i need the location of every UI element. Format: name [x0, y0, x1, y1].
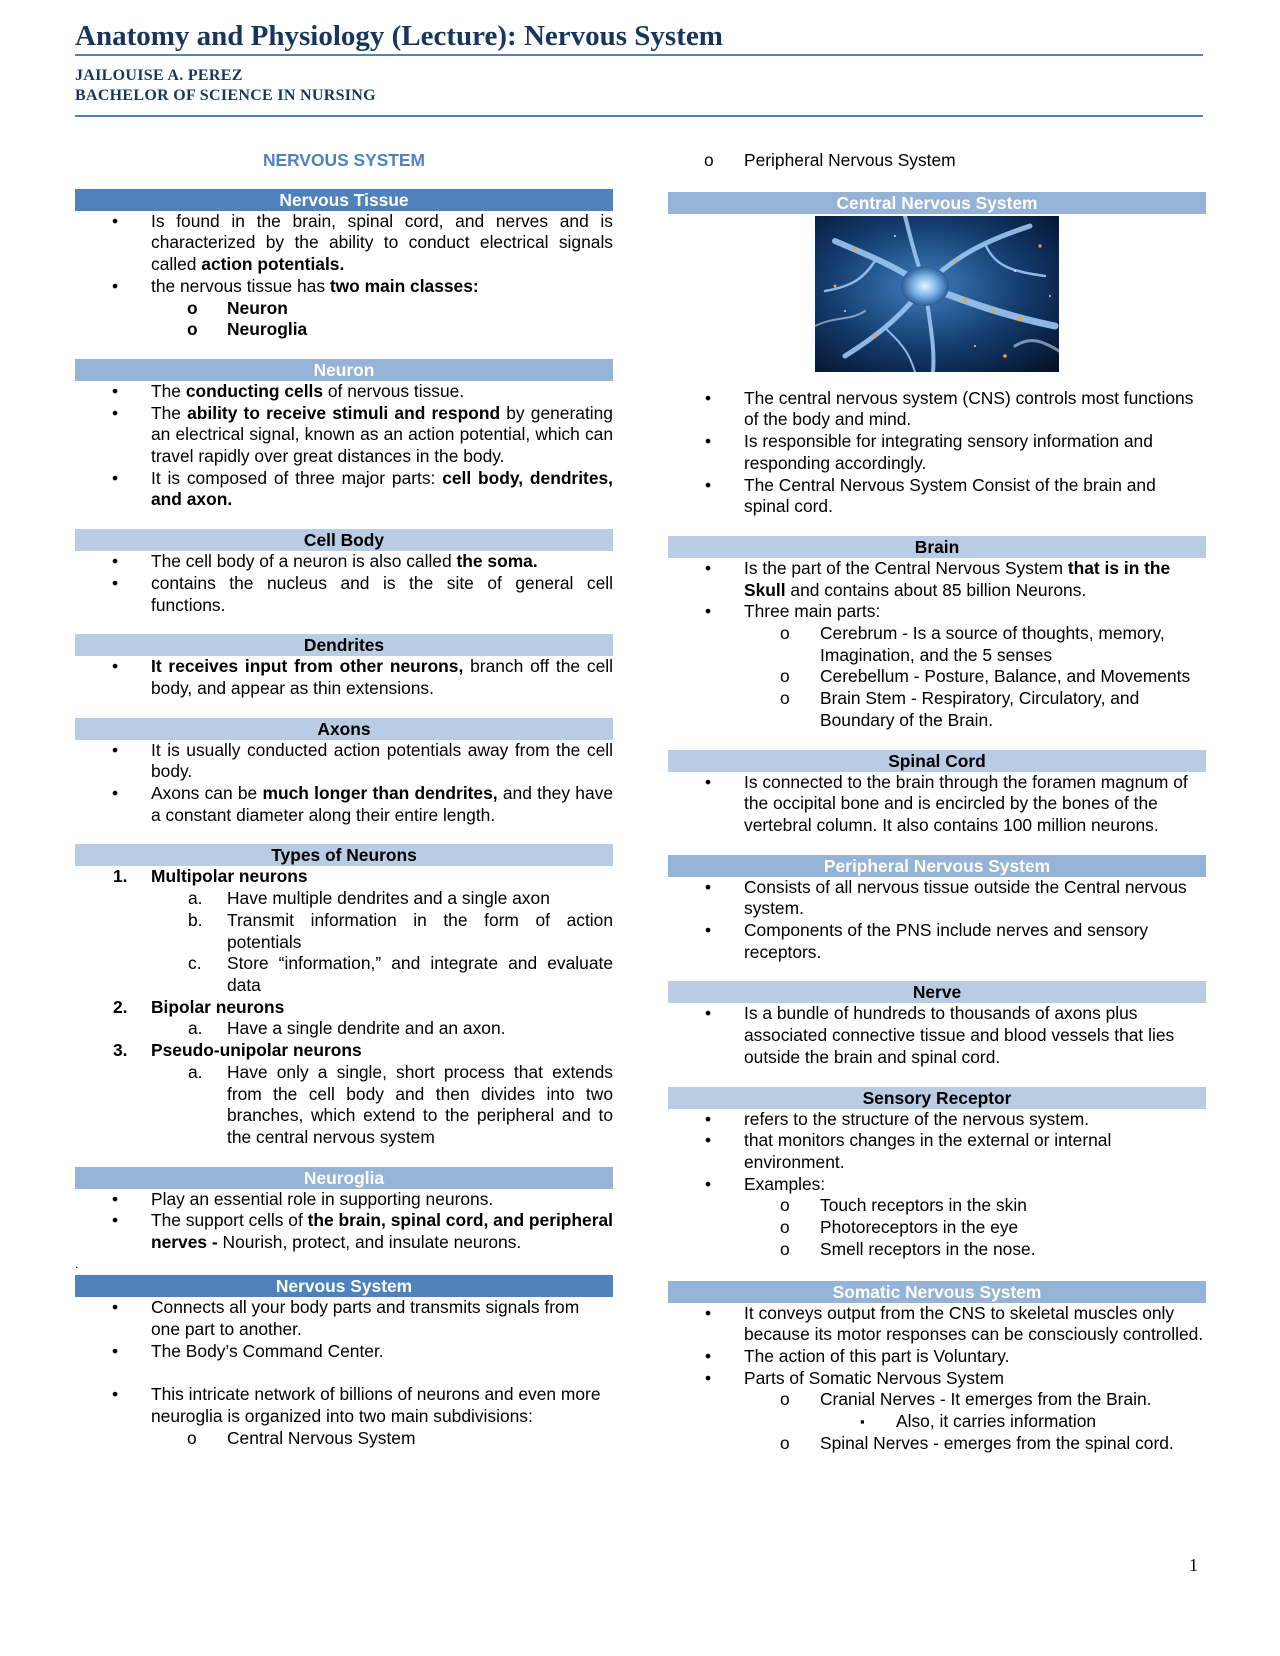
list-item: • It is composed of three major parts: cell body, dendrites, and axon.: [75, 468, 613, 511]
document-title: Anatomy and Physiology (Lecture): Nervous System: [75, 20, 723, 52]
list-item: • It receives input from other neurons, branch off the cell body, and appear as thin extensions.: [75, 656, 613, 699]
title-rule: [75, 54, 1203, 56]
list-item: o Peripheral Nervous System: [592, 150, 1206, 172]
heading-cell-body: Cell Body: [75, 529, 613, 551]
list-item: 3. Pseudo-unipolar neurons a. Have only a single, short process that extends from the cell body and then divides into two branches, which extend to the peripheral and to the central nervous system: [75, 1040, 613, 1149]
list-item: o Cranial Nerves - It emerges from the Brain. ▪ Also, it carries information: [668, 1389, 1206, 1432]
list-item: • Connects all your body parts and transmits signals from one part to another.: [75, 1297, 613, 1340]
dendrites-list: [75, 656, 613, 699]
list-item: • Axons can be much longer than dendrites, and they have a constant diameter along their entire length.: [75, 783, 613, 826]
list-item: • Is connected to the brain through the foramen magnum of the occipital bone and is encircled by the bones of the vertebral column. It also contains 100 million neurons.: [668, 772, 1206, 837]
list-item: o Neuroglia: [75, 319, 613, 341]
list-item: • The conducting cells of nervous tissue.: [75, 381, 613, 403]
cell-body-list: [75, 551, 613, 616]
cns-list: [668, 388, 1206, 518]
list-item: • The Body’s Command Center.: [75, 1341, 613, 1363]
list-item: a. Have a single dendrite and an axon.: [188, 1018, 506, 1039]
list-item: • Parts of Somatic Nervous System o Cranial Nerves - It emerges from the Brain. ▪ Also, it carries information o Spinal Nerves - emerges from the spinal cord.: [668, 1368, 1206, 1455]
list-item: • The ability to receive stimuli and respond by generating an electrical signal, known as an action potential, which can travel rapidly over great distances in the body.: [75, 403, 613, 468]
sub-list: [75, 298, 613, 341]
list-item: • Is found in the brain, spinal cord, and nerves and is characterized by the ability to conduct electrical signals called action potentials.: [75, 211, 613, 276]
list-item: • Examples: o Touch receptors in the skin o Photoreceptors in the eye o Smell receptors in the nose.: [668, 1174, 1206, 1261]
neuroglia-list: [75, 1189, 613, 1254]
heading-dendrites: Dendrites: [75, 634, 613, 656]
axons-list: [75, 740, 613, 827]
list-item: • The support cells of the brain, spinal cord, and peripheral nerves - Nourish, protect, and insulate neurons.: [75, 1210, 613, 1253]
list-item: c. Store “information,” and integrate and evaluate data: [188, 953, 613, 995]
heading-neuron: Neuron: [75, 359, 613, 381]
list-item: o Central Nervous System: [75, 1428, 613, 1450]
list-item: • Play an essential role in supporting neurons.: [75, 1189, 613, 1211]
page-number: 1: [1189, 1555, 1198, 1575]
heading-neuroglia: Neuroglia: [75, 1167, 613, 1189]
continued-sub-list: [592, 150, 1206, 172]
header-rule: [75, 115, 1203, 117]
list-item: 1. Multipolar neurons a. Have multiple dendrites and a single axon b. Transmit information in the form of action potentials c. Store “information,” and integrate and evaluate data: [75, 866, 613, 996]
list-item: o Cerebellum - Posture, Balance, and Movements: [668, 666, 1206, 688]
list-item: • It is usually conducted action potentials away from the cell body.: [75, 740, 613, 783]
heading-nervous-tissue: Nervous Tissue: [75, 189, 613, 211]
list-item: • Is the part of the Central Nervous System that is in the Skull and contains about 85 billion Neurons.: [668, 558, 1206, 601]
list-item: • refers to the structure of the nervous system.: [668, 1109, 1206, 1131]
list-item: • contains the nucleus and is the site of general cell functions.: [75, 573, 613, 616]
list-item: • This intricate network of billions of neurons and even more neuroglia is organized into two main subdivisions: o Central Nervous System: [75, 1384, 613, 1449]
heading-nerve: Nerve: [668, 981, 1206, 1003]
list-item: o Photoreceptors in the eye: [668, 1217, 1206, 1239]
list-item: • The cell body of a neuron is also called the soma.: [75, 551, 613, 573]
list-item: • Components of the PNS include nerves and sensory receptors.: [668, 920, 1206, 963]
list-item: o Smell receptors in the nose.: [668, 1239, 1206, 1261]
list-item: a. Have only a single, short process that extends from the cell body and then divides into two branches, which extend to the peripheral and to the central nervous system: [188, 1061, 613, 1147]
author-program: BACHELOR OF SCIENCE IN NURSING: [75, 87, 376, 104]
heading-sensory-receptor: Sensory Receptor: [668, 1087, 1206, 1109]
list-item: ▪ Also, it carries information: [668, 1411, 1206, 1433]
list-item: o Touch receptors in the skin: [668, 1195, 1206, 1217]
list-item: b. Transmit information in the form of action potentials: [188, 909, 613, 952]
heading-peripheral-nervous-system: Peripheral Nervous System: [668, 855, 1206, 877]
neuron-image: [815, 216, 1059, 372]
list-item: • Consists of all nervous tissue outside the Central nervous system.: [668, 877, 1206, 920]
list-item: o Cerebrum - Is a source of thoughts, memory, Imagination, and the 5 senses: [668, 623, 1206, 666]
list-item: o Neuron: [75, 298, 613, 320]
list-item: 2. Bipolar neurons a. Have a single dendrite and an axon.: [75, 997, 613, 1040]
nervous-system-list: [75, 1297, 613, 1362]
heading-somatic-nervous-system: Somatic Nervous System: [668, 1281, 1206, 1303]
list-item: • The action of this part is Voluntary.: [668, 1346, 1206, 1368]
right-column: [668, 150, 1206, 1454]
list-item: • that monitors changes in the external or internal environment.: [668, 1130, 1206, 1173]
heading-brain: Brain: [668, 536, 1206, 558]
list-item: • It conveys output from the CNS to skeletal muscles only because its motor responses can be consciously controlled.: [668, 1303, 1206, 1346]
list-item: • Is a bundle of hundreds to thousands of axons plus associated connective tissue and blood vessels that lies outside the brain and spinal cord.: [668, 1003, 1206, 1068]
stray-mark: .: [75, 1256, 79, 1271]
nervous-system-list-2: [75, 1384, 613, 1449]
sub-list: [75, 1062, 613, 1149]
list-item: • The central nervous system (CNS) controls most functions of the body and mind.: [668, 388, 1206, 431]
somatic-list: [668, 1303, 1206, 1455]
pns-list: [668, 877, 1206, 964]
list-item: o Spinal Nerves - emerges from the spinal cord.: [668, 1433, 1206, 1455]
spacer: [75, 1363, 613, 1385]
sub-list: [75, 1428, 613, 1450]
neuron-illustration: [815, 216, 1059, 372]
left-column: [75, 150, 613, 1449]
sub-list: [75, 888, 613, 997]
list-item: • Three main parts: o Cerebrum - Is a source of thoughts, memory, Imagination, and the 5 senses o Cerebellum - Posture, Balance, and Movements o Brain Stem - Respiratory, Circulatory, and Boundary of the Brain.: [668, 601, 1206, 731]
nerve-list: [668, 1003, 1206, 1068]
list-item: a. Have multiple dendrites and a single axon: [188, 888, 550, 909]
heading-central-nervous-system: Central Nervous System: [668, 192, 1206, 214]
heading-types-of-neurons: Types of Neurons: [75, 844, 613, 866]
list-item: o Brain Stem - Respiratory, Circulatory, and Boundary of the Brain.: [668, 688, 1206, 731]
author-block: [75, 66, 376, 106]
sub-sub-list: [668, 1411, 1206, 1433]
sensory-list: [668, 1109, 1206, 1261]
types-of-neurons-list: [75, 866, 613, 1148]
nervous-tissue-list: [75, 211, 613, 341]
heading-nervous-system: Nervous System: [75, 1275, 613, 1297]
heading-axons: Axons: [75, 718, 613, 740]
brain-list: [668, 558, 1206, 732]
sub-list: [668, 1195, 1206, 1260]
list-item: • Is responsible for integrating sensory information and responding accordingly.: [668, 431, 1206, 474]
list-item: • The Central Nervous System Consist of the brain and spinal cord.: [668, 475, 1206, 518]
sub-list: [668, 1389, 1206, 1454]
spinal-cord-list: [668, 772, 1206, 837]
sub-list: [668, 623, 1206, 732]
neuron-list: [75, 381, 613, 511]
section-title: NERVOUS SYSTEM: [262, 150, 426, 170]
heading-spinal-cord: Spinal Cord: [668, 750, 1206, 772]
author-name: JAILOUISE A. PEREZ: [75, 67, 243, 84]
list-item: • the nervous tissue has two main classes: o Neuron o Neuroglia: [75, 276, 613, 341]
sub-list: [75, 1018, 613, 1040]
